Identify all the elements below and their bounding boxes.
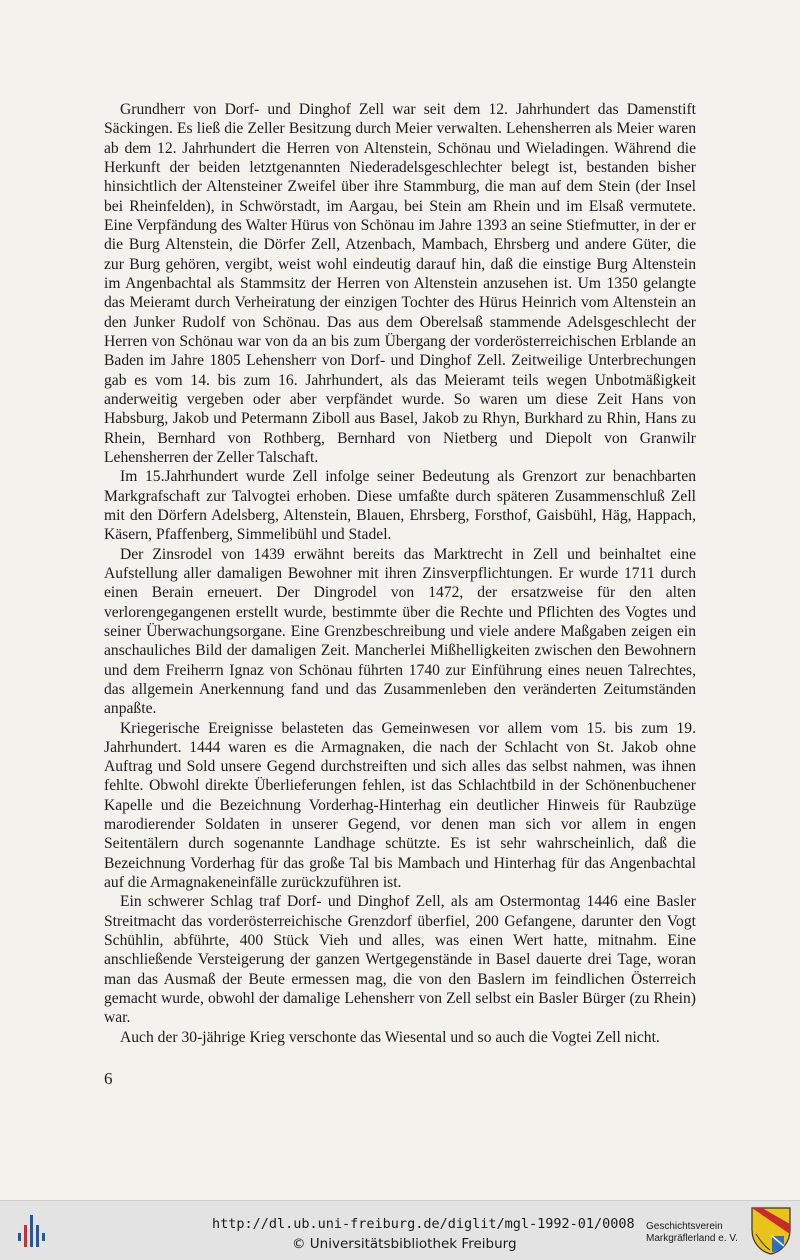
paragraph: Der Zinsrodel von 1439 erwähnt bereits das Marktrecht in Zell und beinhaltet eine Aufstellung aller damaligen Bewohner mit ihren Zinsverpflichtungen. Er wurde 1711 durch einen Berain erneuert. Der Dingrodel von 1472, der ersatzweise für den alten verlorengegangenen erstellt wurde, bestimmte über die Rechte und Pflichten des Vogtes und seiner Überwachungsorgane. Eine Grenzbeschreibung und viele andere Maßgaben zeigen ein anschauliches Bild der damaligen Zeit. Mancherlei Mißhelligkeiten zwischen den Bewohnern und dem Freiherrn Ignaz von Schönau führten 1740 zur Einführung eines neuen Talrechtes, das allgemein Anerkennung fand und das Zusammenleben den veränderten Zeitumständen anpaßte. [104, 545, 696, 718]
paragraph: Kriegerische Ereignisse belasteten das Gemeinwesen vor allem vom 15. bis zum 19. Jahrhundert. 1444 waren es die Armagnaken, die nach der Schlacht von St. Jakob ohne Auftrag und Sold unsere Gegend durchstreiften und sich alles das selbst nahmen, was ihnen fehlte. Obwohl direkte Überlieferungen fehlen, ist das Schlachtbild in der Schönenbuchener Kapelle und die Bezeichnung Vorderhag-Hinterhag ein deutlicher Hinweis für Raubzüge marodierender Soldaten in unserer Gegend, vor denen man sich vor allem in engen Seitentälern durch sogenannte Landhage schützte. Es ist sehr wahrscheinlich, daß die Bezeichnung Vorderhag für das große Tal bis Mambach und Hinterhag für das Angenbachtal auf die Armagnakeneinfälle zurückzuführen ist. [104, 719, 696, 892]
ub-freiburg-logo-icon[interactable] [10, 1211, 50, 1251]
coat-of-arms-icon[interactable] [750, 1206, 792, 1256]
paragraph: Ein schwerer Schlag traf Dorf- und Dinghof Zell, als am Ostermontag 1446 eine Basler Streitmacht das vorderösterreichische Grenzdorf überfiel, 200 Gefangene, darunter den Vogt Schühlin, abführte, 400 Stück Vieh und alles, was einen Wert hatte, mitnahm. Eine anschließende Versteigerung der ganzen Wertgegenstände in Basel dauerte drei Tage, woran man das Ausmaß der Beute ermessen mag, die von den Baslern im feindlichen Österreich gemacht wurde, obwohl der damalige Lehensherr von Zell selbst ein Basler Bürger (zu Rhein) war. [104, 893, 696, 1027]
viewer-footer [0, 1200, 800, 1260]
paragraph: Auch der 30-jährige Krieg verschonte das Wiesental und so auch die Vogtei Zell nicht. [120, 1028, 660, 1046]
page-number: 6 [104, 1069, 113, 1088]
paragraph: Grundherr von Dorf- und Dinghof Zell war seit dem 12. Jahrhundert das Damenstift Säckingen. Es ließ die Zeller Besitzung durch Meier verwalten. Lehensherren als Meier waren ab dem 12. Jahrhundert die Herren von Altenstein, Schönau und Wieladingen. Während die Herkunft der beiden letztgenannten Niederadelsgeschlechter belegt ist, bestanden bisher hinsichtlich der Altensteiner Zweifel über ihre Stammburg, die man auf dem Stein (der Insel bei Rheinfelden), in Schwörstadt, im Aargau, bei Stein am Rhein und im Elsaß vermutete. Eine Verpfändung des Walter Hürus von Schönau im Jahre 1393 an seine Stiefmutter, in der er die Burg Altenstein, die Dörfer Zell, Atzenbach, Mambach, Ehrsberg und andere Güter, die zur Burg gehören, vergibt, weist wohl eindeutig darauf hin, daß die einstige Burg Altenstein im Angenbachtal als Stammsitz der Herren von Altenstein anzusehen ist. Um 1350 gelangte das Meieramt durch Verheiratung der einzigen Tochter des Hürus Heinrich vom Altenstein an den Junker Rudolf von Schönau. Das aus dem Oberelsaß stammende Adelsgeschlecht der Herren von Schönau war von da an bis zum Übergang der vorderösterreichischen Erblande an Baden im Jahre 1805 Lehensherr von Dorf- und Dinghof Zell. Zeitweilige Unterbrechungen gab es vom 14. bis zum 16. Jahrhundert, als das Meieramt teils wegen Unbotmäßigkeit anderweitig vergeben oder aber verpfändet wurde. So waren um diese Zeit Hans von Habsburg, Jakob und Petermann Ziboll aus Basel, Jakob zu Rhyn, Burkhard zu Rhin, Hans zu Rhein, Bernhard von Rothberg, Bernhard von Nietberg und Diepolt von Granwilr Lehensherren der Zeller Talschaft. [104, 101, 696, 466]
society-line-2: Markgräflerland e. V. [646, 1233, 738, 1244]
body-text [104, 100, 696, 1047]
society-line-1: Geschichtsverein [646, 1221, 723, 1232]
copyright-notice: © Universitätsbibliothek Freiburg [292, 1236, 517, 1252]
paragraph: Im 15.Jahrhundert wurde Zell infolge seiner Bedeutung als Grenzort zur benachbarten Markgrafschaft zur Talvogtei erhoben. Diese umfaßte durch späteren Zusammenschluß Zell mit den Dörfern Adelsberg, Altenstein, Blauen, Ehrsberg, Forsthof, Gaisbühl, Häg, Happach, Käsern, Pfaffenberg, Simmelibühl und Stadel. [104, 468, 696, 544]
society-name [646, 1221, 738, 1245]
document-url-link[interactable]: http://dl.ub.uni-freiburg.de/diglit/mgl-1992-01/0008 [212, 1216, 635, 1232]
